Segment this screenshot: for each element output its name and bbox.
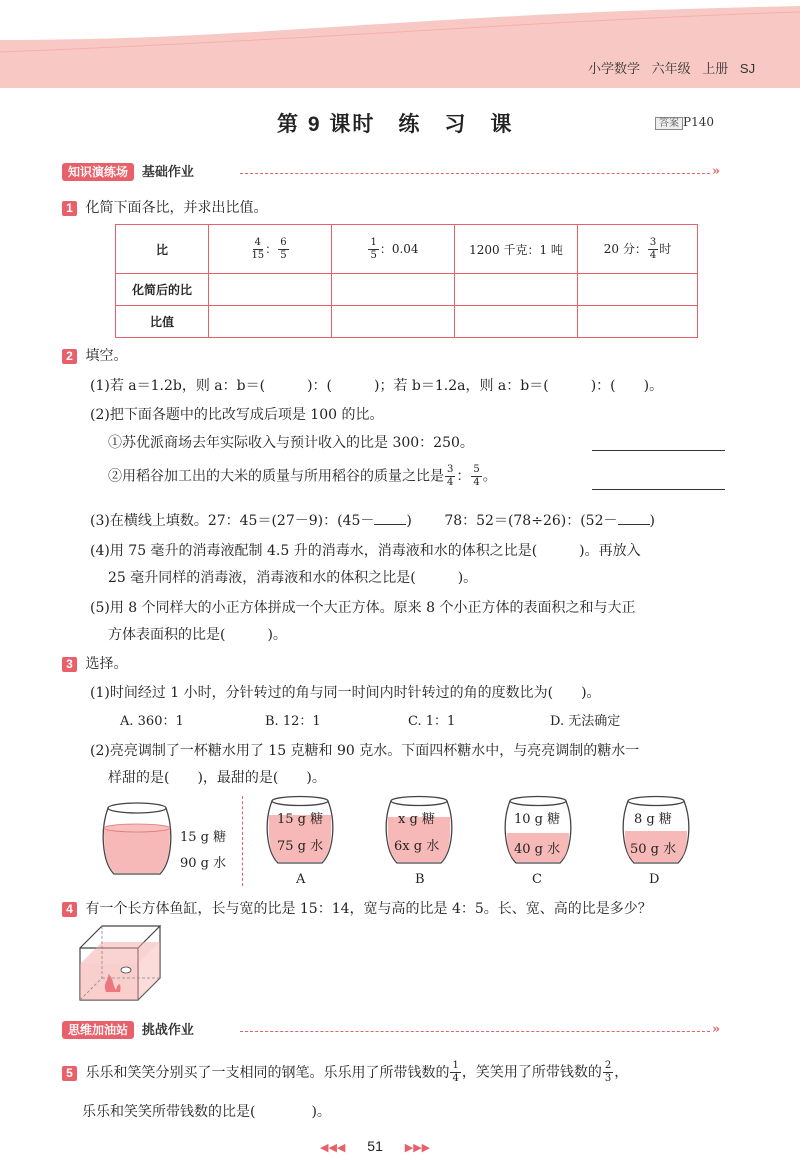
page-footer [320, 1138, 430, 1154]
jar-a-water: 75 g 水 [277, 839, 324, 854]
q4-text: 有一个长方体鱼缸，长与宽的比是 15：14，宽与高的比是 4：5。长、宽、高的比是多少？ [85, 901, 652, 917]
jar-c-letter: C [532, 872, 542, 887]
header-subject: 小学数学 [588, 61, 641, 76]
q1-number: 1 [62, 201, 77, 216]
fill-blank[interactable] [374, 510, 406, 525]
row-header-simplified: 化简后的比 [116, 274, 209, 306]
section-arrows: » [712, 1022, 721, 1037]
q3-part2b: 样甜的是( )，最甜的是( )。 [108, 770, 326, 786]
section-tag: 知识演练场 [62, 163, 134, 181]
q3-number: 3 [62, 657, 77, 672]
q2-part3: (3)在横线上填数。27：45＝(27－9)：(45－ ) 78：52＝(78÷26)：(52－ ) [90, 510, 655, 530]
section-divider [240, 173, 710, 174]
q2-part2: (2)把下面各题中的比改写成后项是 100 的比。 [90, 407, 384, 423]
page-title: 第 9 课时 练 习 课 [277, 113, 514, 136]
q4-prompt [62, 898, 652, 918]
section-sub: 基础作业 [141, 164, 194, 179]
fish-tank-illustration [76, 920, 162, 1004]
choice-b[interactable]: B. 12：1 [265, 714, 321, 729]
answer-label: 答案 [655, 117, 683, 130]
page-number: 51 [367, 1138, 383, 1154]
answer-cell[interactable] [578, 306, 698, 338]
q2-part2b: ②用稻谷加工出的大米的质量与所用稻谷的质量之比是 $\frac{3}{4}$ ： $\frac{5}{4}$ 。 [108, 464, 497, 488]
q2-blank-b[interactable] [592, 489, 725, 490]
jar-b[interactable] [383, 795, 455, 867]
section-divider [240, 1031, 710, 1032]
section-basic [62, 161, 194, 180]
reference-jar [100, 800, 175, 880]
choice-d[interactable]: D. 无法确定 [550, 714, 621, 729]
row-header-ratio: 比 [116, 225, 209, 274]
answer-cell[interactable] [332, 306, 455, 338]
q3-part2a: (2)亮亮调制了一杯糖水用了 15 克糖和 90 克水。下面四杯糖水中，与亮亮调制的糖水一 [90, 743, 640, 759]
answer-page: P140 [683, 115, 714, 129]
q5-line1: 5 乐乐和笑笑分别买了一支相同的钢笔。乐乐用了所带钱数的 $\frac{1}{4}$ ，笑笑用了所带钱数的 $\frac{2}{3}$ ， [62, 1060, 628, 1085]
q2-blank-a[interactable] [592, 450, 725, 451]
q2-part2a: ①苏优派商场去年实际收入与预计收入的比是 300：250。 [108, 435, 474, 451]
section-challenge [62, 1019, 194, 1038]
q2-part5b: 方体表面积的比是( )。 [108, 627, 287, 643]
answer-cell[interactable] [332, 274, 455, 306]
row-header-value: 比值 [116, 306, 209, 338]
ref-sugar: 15 g 糖 [180, 830, 227, 845]
q2-number: 2 [62, 349, 77, 364]
jar-b-letter: B [415, 872, 425, 887]
jar-c-sugar: 10 g 糖 [514, 812, 561, 827]
choice-a[interactable]: A. 360：1 [120, 714, 184, 729]
section-sub: 挑战作业 [141, 1022, 194, 1037]
section-arrows: » [712, 164, 721, 179]
fill-blank[interactable] [618, 510, 650, 525]
header-info [588, 58, 755, 77]
q1-cell-2: $\frac{1}{5}$ ：0.04 [332, 225, 455, 274]
jar-d-water: 50 g 水 [630, 842, 677, 857]
answer-cell[interactable] [578, 274, 698, 306]
jar-b-sugar: x g 糖 [398, 812, 435, 827]
section-tag: 思维加油站 [62, 1021, 134, 1039]
q1-table [115, 224, 698, 338]
q3-prompt [62, 653, 127, 673]
jar-d-sugar: 8 g 糖 [634, 812, 672, 827]
header-edition: SJ [739, 61, 756, 76]
jar-b-water: 6x g 水 [394, 839, 440, 854]
header-grade: 六年级 [651, 61, 691, 76]
q1-cell-1: $\frac{4}{15}$ ： $\frac{6}{5}$ [209, 225, 332, 274]
jar-c-water: 40 g 水 [514, 842, 561, 857]
jar-divider [242, 796, 243, 886]
answer-cell[interactable] [209, 306, 332, 338]
answer-ref [655, 114, 714, 130]
footer-right-arrows: ▶▶▶ [404, 1142, 431, 1154]
q2-part4b: 25 毫升同样的消毒液，消毒液和水的体积之比是( )。 [108, 570, 478, 586]
q1-text: 化简下面各比，并求出比值。 [85, 200, 268, 216]
q3-part1: (1)时间经过 1 小时，分针转过的角与同一时间内时针转过的角的度数比为( )。 [90, 685, 601, 701]
q2-text: 填空。 [85, 348, 128, 364]
q3-text: 选择。 [85, 656, 128, 672]
jar-a-letter: A [296, 872, 306, 887]
jar-a-sugar: 15 g 糖 [277, 812, 324, 827]
q5-number: 5 [62, 1066, 77, 1081]
jar-d-letter: D [649, 872, 660, 887]
answer-cell[interactable] [209, 274, 332, 306]
q4-number: 4 [62, 902, 77, 917]
header-volume: 上册 [702, 61, 729, 76]
answer-cell[interactable] [455, 306, 578, 338]
answer-cell[interactable] [455, 274, 578, 306]
ref-water: 90 g 水 [180, 856, 227, 871]
choice-c[interactable]: C. 1：1 [408, 714, 456, 729]
q2-part5a: (5)用 8 个同样大的小正方体拼成一个大正方体。原来 8 个小正方体的表面积之和与大正 [90, 600, 636, 616]
q1-prompt [62, 197, 267, 217]
jar-a[interactable] [264, 795, 336, 867]
q2-part4a: (4)用 75 毫升的消毒液配制 4.5 升的消毒水，消毒液和水的体积之比是( )。再放入 [90, 543, 641, 559]
q1-cell-3: 1200 千克：1 吨 [455, 225, 578, 274]
q2-part1: (1)若 a＝1.2b，则 a：b＝( )：( )；若 b＝1.2a，则 a：b＝( )：( )。 [90, 378, 664, 394]
q1-cell-4: 20 分： $\frac{3}{4}$ 时 [578, 225, 698, 274]
footer-left-arrows: ◀◀◀ [320, 1142, 346, 1154]
q5-line2: 乐乐和笑笑所带钱数的比是( )。 [82, 1104, 331, 1120]
q2-prompt [62, 345, 127, 365]
